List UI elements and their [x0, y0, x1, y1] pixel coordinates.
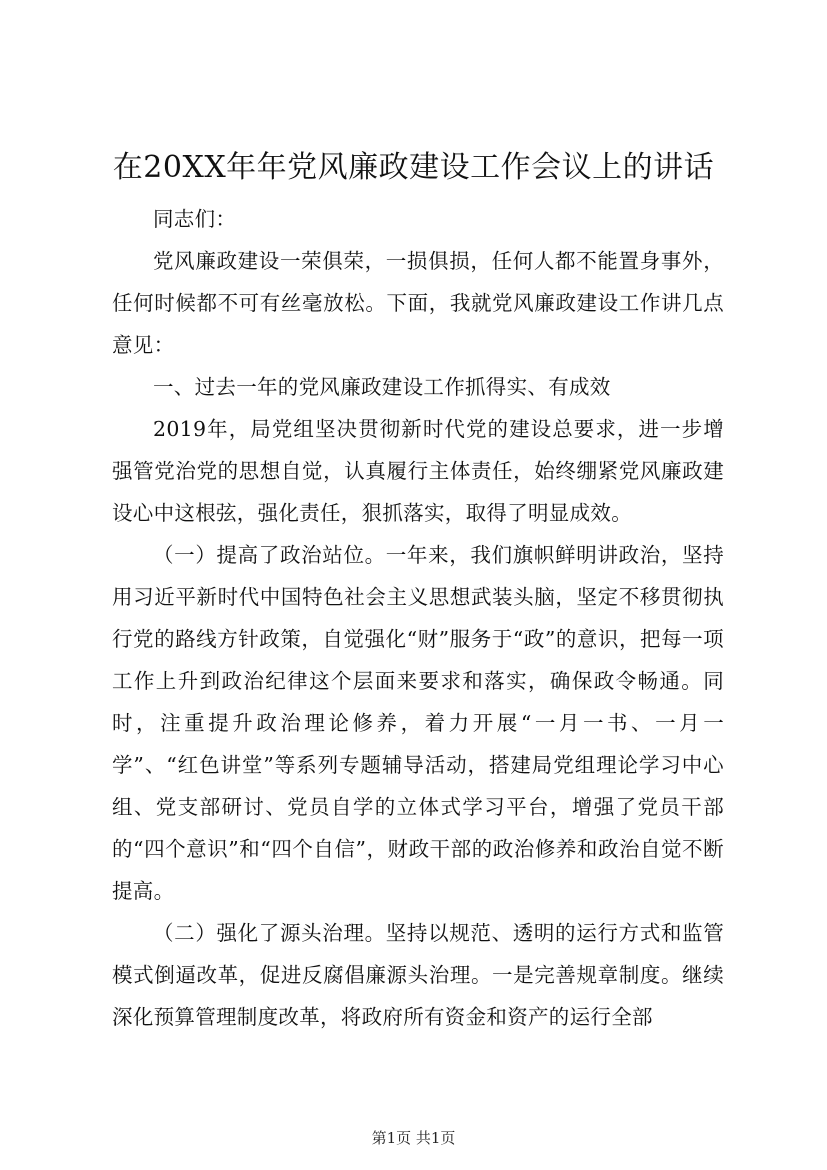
document-body — [112, 198, 724, 1038]
point-one-paragraph: （一）提高了政治站位。一年来，我们旗帜鲜明讲政治，坚持用习近平新时代中国特色社会主义思想武装头脑，坚定不移贯彻执行党的路线方针政策，自觉强化“财”服务于“政”的意识，把每一项工作上升到政治纪律这个层面来要求和落实，确保政令畅通。同时，注重提升政治理论修养，着力开展“一月一书、一月一学”、“红色讲堂”等系列专题辅导活动，搭建局党组理论学习中心组、党支部研讨、党员自学的立体式学习平台，增强了党员干部的“四个意识”和“四个自信”，财政干部的政治修养和政治自觉不断提高。 — [112, 543, 724, 903]
document-title: 在20XX年年党风廉政建设工作会议上的讲话 — [112, 150, 715, 185]
point-two-paragraph: （二）强化了源头治理。坚持以规范、透明的运行方式和监管模式倒逼改革，促进反腐倡廉源头治理。一是完善规章制度。继续深化预算管理制度改革，将政府所有资金和资产的运行全部 — [112, 921, 724, 1029]
page-number-footer: 第1页 共1页 — [371, 1129, 456, 1147]
summary-paragraph: 2019年，局党组坚决贯彻新时代党的建设总要求，进一步增强管党治党的思想自觉，认真履行主体责任，始终绷紧党风廉政建设心中这根弦，强化责任，狠抓落实，取得了明显成效。 — [112, 417, 724, 525]
section-heading: 一、过去一年的党风廉政建设工作抓得实、有成效 — [153, 375, 611, 399]
intro-paragraph: 党风廉政建设一荣俱荣，一损俱损，任何人都不能置身事外，任何时候都不可有丝毫放松。下面，我就党风廉政建设工作讲几点意见： — [112, 249, 724, 357]
salutation-paragraph: 同志们： — [153, 207, 237, 231]
